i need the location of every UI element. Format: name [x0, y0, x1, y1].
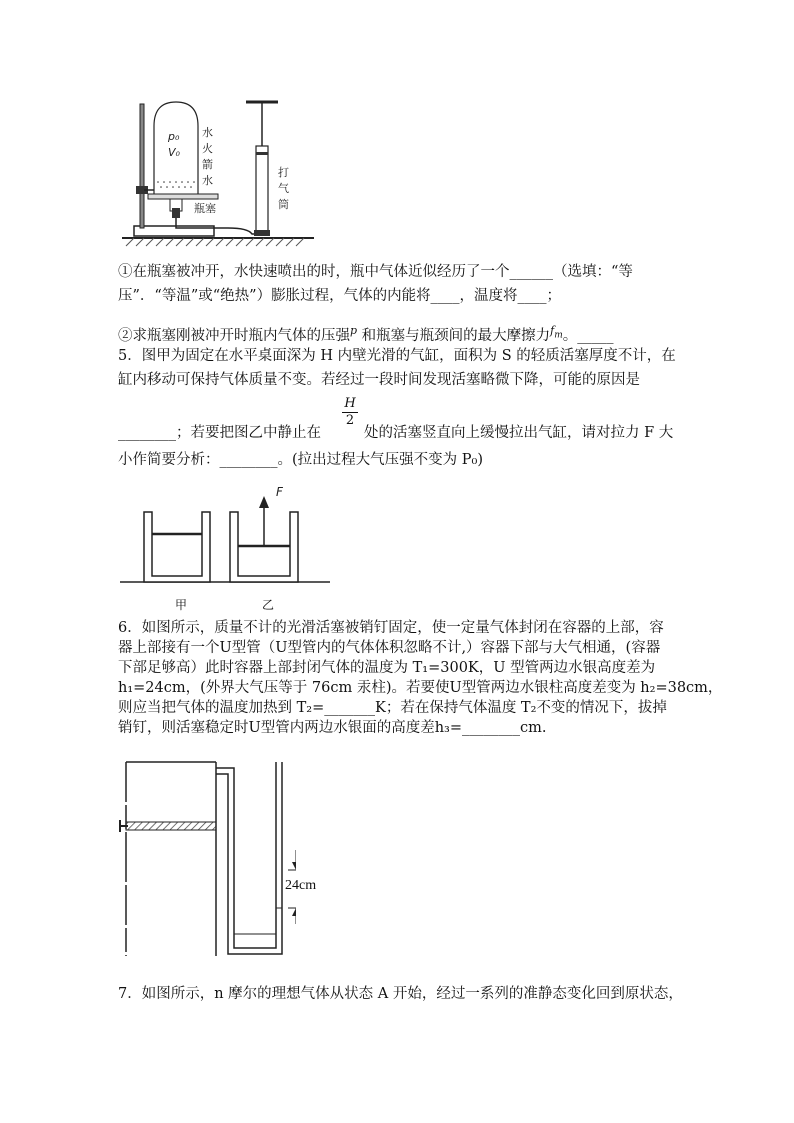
label-rocket-1: 水	[202, 126, 213, 139]
q6-line3: 下部足够高）此时容器上部封闭气体的温度为 T₁=300K，U 型管两边水银高度差为	[118, 660, 656, 676]
force-label: F	[276, 485, 283, 499]
cylinders-figure	[118, 478, 332, 586]
q6-line5: 则应当把气体的温度加热到 T₂=_______K；若在保持气体温度 T₂不变的情况下，拔掉	[118, 700, 667, 716]
q5-line3-a: ________；若要把图乙中静止在	[118, 425, 321, 441]
q5-line4: 小作简要分析：________。(拉出过程大气压强不变为 P₀)	[118, 452, 483, 468]
water-rocket-figure	[118, 96, 318, 248]
q5-line2: 缸内移动可保持气体质量不变。若经过一段时间发现活塞略微下降，可能的原因是	[118, 372, 640, 388]
q4-line3-c: 。_____	[562, 327, 614, 344]
label-pump-3: 筒	[278, 198, 289, 211]
q4-p-symbol: p	[350, 324, 358, 337]
q4-line3-a: ②求瓶塞刚被冲开时瓶内气体的压强	[118, 327, 350, 344]
label-rocket-3: 箭	[202, 158, 213, 171]
label-p0: p₀	[168, 130, 180, 143]
fraction-numerator: H	[342, 396, 358, 413]
label-rocket-4: 水	[202, 174, 213, 187]
q4-line1: ①在瓶塞被冲开，水快速喷出的时，瓶中气体近似经历了一个______（选填：“等	[118, 264, 633, 280]
q6-line1: 6．如图所示，质量不计的光滑活塞被销钉固定，使一定量气体封闭在容器的上部，容	[118, 620, 664, 636]
q6-line6: 销钉，则活塞稳定时U型管内两边水银面的高度差h₃=________cm.	[118, 720, 547, 736]
fraction-h-over-2	[342, 396, 358, 429]
caption-yi: 乙	[262, 598, 275, 612]
caption-jia: 甲	[175, 598, 188, 612]
label-v0: V₀	[168, 146, 180, 159]
q5-line3-b: 处的活塞竖直向上缓慢拉出气缸，请对拉力 F 大	[364, 425, 674, 441]
u-tube-figure	[116, 756, 296, 962]
q7-line1: 7．如图所示，n 摩尔的理想气体从状态 A 开始，经过一系列的准静态变化回到原状态，	[118, 986, 683, 1002]
label-pump-1: 打	[278, 166, 289, 179]
q4-line3	[118, 320, 614, 346]
q4-f-sub: m	[554, 330, 563, 341]
fraction-denominator: 2	[345, 413, 355, 428]
q4-line3-b: 和瓶塞与瓶颈间的最大摩擦力	[357, 327, 551, 344]
label-pump-2: 气	[278, 182, 289, 195]
q4-line2: 压”．“等温”或“绝热”）膨胀过程，气体的内能将____，温度将____；	[118, 288, 562, 304]
q5-line1: 5．图甲为固定在水平桌面深为 H 内壁光滑的气缸，面积为 S 的轻质活塞厚度不计，在	[118, 348, 676, 364]
label-stopper: 瓶塞	[194, 202, 216, 215]
q6-line2: 器上部接有一个U型管（U型管内的气体体积忽略不计,）容器下部与大气相通，(容器	[118, 640, 661, 656]
dimension-label-24cm: 24cm	[285, 878, 317, 893]
q4-f-symbol: f	[550, 324, 555, 337]
q6-line4: h₁=24cm，(外界大气压等于 76cm 汞柱)。若要使U型管两边水银柱高度差变为 h₂=38cm，	[118, 680, 723, 696]
label-rocket-2: 火	[202, 142, 213, 155]
